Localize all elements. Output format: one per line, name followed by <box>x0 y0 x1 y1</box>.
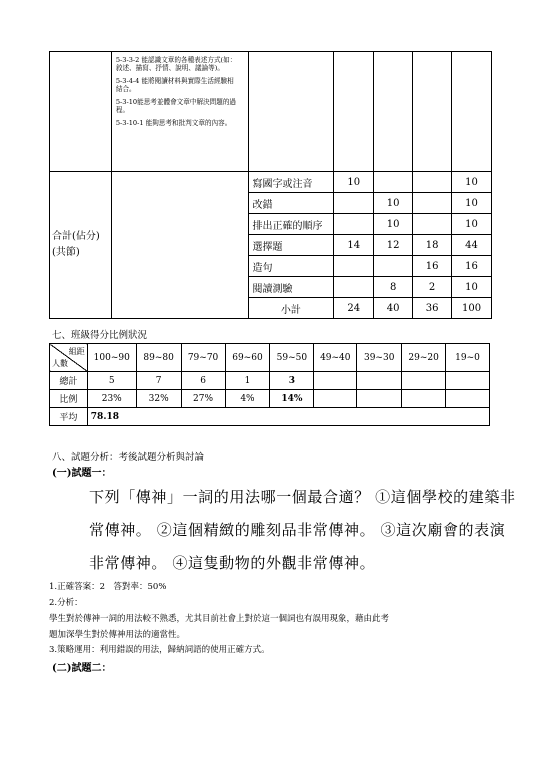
ratio-cell <box>314 390 357 408</box>
objective-line: 5-3-10-1 能夠思考和批判文章的內容。 <box>115 119 232 128</box>
ratio-cell: 32% <box>136 390 181 408</box>
subtotal-label: 小計 <box>248 298 334 319</box>
range-header: 100~90 <box>87 344 136 372</box>
count-cell <box>446 372 490 390</box>
ratio-cell <box>357 390 402 408</box>
range-header: 49~40 <box>314 344 357 372</box>
value-cell: 36 <box>413 298 452 319</box>
value-cell: 10 <box>334 172 374 193</box>
value-cell <box>413 193 452 214</box>
question1-heading: (一)試題一： <box>52 468 112 479</box>
section7-title: 七、班級得分比例狀況 <box>52 330 148 341</box>
ratio-cell <box>402 390 446 408</box>
strategy-line: 3.策略運用：利用錯誤的用法，歸納詞語的使用正確方式。 <box>49 645 270 655</box>
question-line: 常傳神。 ②這個精緻的雕刻品非常傳神。 ③這次廟會的表演 <box>89 521 506 539</box>
average-label: 平均 <box>50 408 88 426</box>
objective-line: 敘述、描寫、抒情、說明、議論等)。 <box>115 64 224 73</box>
corner-header: 組距 人數 <box>50 344 88 372</box>
answer-line: 1.正確答案：2 答對率：50% <box>49 582 167 592</box>
count-cell: 1 <box>225 372 270 390</box>
objectives-list <box>111 52 248 172</box>
question-line: 非常傳神。 ④這隻動物的外觀非常傳神。 <box>89 554 376 572</box>
ratio-label: 比例 <box>50 390 88 408</box>
value-cell <box>334 277 374 298</box>
value-cell <box>374 172 413 193</box>
count-label: 總計 <box>50 372 88 390</box>
range-header: 19~0 <box>446 344 490 372</box>
class-score-table <box>49 343 490 426</box>
objective-line: 5-3-10能思考並體會文章中解決問題的過 <box>115 98 237 107</box>
average-value: 78.18 <box>87 408 489 426</box>
total-cell: 16 <box>452 256 492 277</box>
value-cell <box>334 214 374 235</box>
value-cell: 10 <box>374 214 413 235</box>
question2-heading: (二)試題二： <box>52 663 112 674</box>
range-header: 29~20 <box>402 344 446 372</box>
value-cell: 16 <box>413 256 452 277</box>
ratio-cell: 23% <box>87 390 136 408</box>
total-label: 合計(佔分) (共節) <box>50 172 112 319</box>
total-cell: 10 <box>452 214 492 235</box>
item-cell: 造句 <box>248 256 334 277</box>
blank-cell <box>413 52 452 172</box>
count-cell: 5 <box>87 372 136 390</box>
objective-line: 程。 <box>115 106 130 115</box>
analysis-text: 題加深學生對於傳神用法的適當性。 <box>49 630 186 640</box>
value-cell: 40 <box>374 298 413 319</box>
question-line: 下列「傳神」一詞的用法哪一個最合適？ ①這個學校的建築非 <box>89 488 516 506</box>
item-cell: 改錯 <box>248 193 334 214</box>
value-cell: 8 <box>374 277 413 298</box>
blank-cell <box>334 52 374 172</box>
range-header: 89~80 <box>136 344 181 372</box>
item-cell: 寫國字或注音 <box>248 172 334 193</box>
blank-cell <box>248 52 334 172</box>
count-cell: 3 <box>270 372 314 390</box>
value-cell <box>374 256 413 277</box>
value-cell: 10 <box>374 193 413 214</box>
count-cell <box>357 372 402 390</box>
objective-line: 結合。 <box>115 85 136 94</box>
range-header: 79~70 <box>181 344 225 372</box>
blank-cell <box>452 52 492 172</box>
value-cell <box>334 193 374 214</box>
analysis-label: 2.分析： <box>49 598 83 608</box>
count-cell: 6 <box>181 372 225 390</box>
value-cell <box>413 172 452 193</box>
section8-title: 八、試題分析：考後試題分析與討論 <box>52 452 205 463</box>
objective-line: 5-3-3-2 能認識文章的各種表述方式(如： <box>115 56 237 64</box>
value-cell: 18 <box>413 235 452 256</box>
total-cell: 10 <box>452 172 492 193</box>
objective-line: 5-3-4-4 能將閱讀材料與實際生活經驗相 <box>115 77 234 86</box>
ratio-cell <box>446 390 490 408</box>
ratio-cell: 4% <box>225 390 270 408</box>
total-cell: 10 <box>452 193 492 214</box>
item-cell: 排出正確的順序 <box>248 214 334 235</box>
analysis-text: 學生對於傳神一詞的用法較不熟悉，尤其目前社會上對於這一個詞也有誤用現象，藉由此考 <box>49 614 390 624</box>
value-cell: 2 <box>413 277 452 298</box>
value-cell: 24 <box>334 298 374 319</box>
value-cell: 12 <box>374 235 413 256</box>
blank-cell <box>111 172 248 319</box>
range-header: 39~30 <box>357 344 402 372</box>
total-cell: 10 <box>452 277 492 298</box>
range-header: 59~50 <box>270 344 314 372</box>
count-cell <box>402 372 446 390</box>
ratio-cell: 27% <box>181 390 225 408</box>
ratio-cell: 14% <box>270 390 314 408</box>
count-cell <box>314 372 357 390</box>
blank-cell <box>50 52 112 172</box>
blank-cell <box>374 52 413 172</box>
total-cell: 100 <box>452 298 492 319</box>
item-cell: 選擇題 <box>248 235 334 256</box>
range-header: 69~60 <box>225 344 270 372</box>
item-cell: 閱讀測驗 <box>248 277 334 298</box>
score-distribution-table <box>49 51 492 319</box>
total-cell: 44 <box>452 235 492 256</box>
value-cell <box>413 214 452 235</box>
value-cell: 14 <box>334 235 374 256</box>
count-cell: 7 <box>136 372 181 390</box>
value-cell <box>334 256 374 277</box>
